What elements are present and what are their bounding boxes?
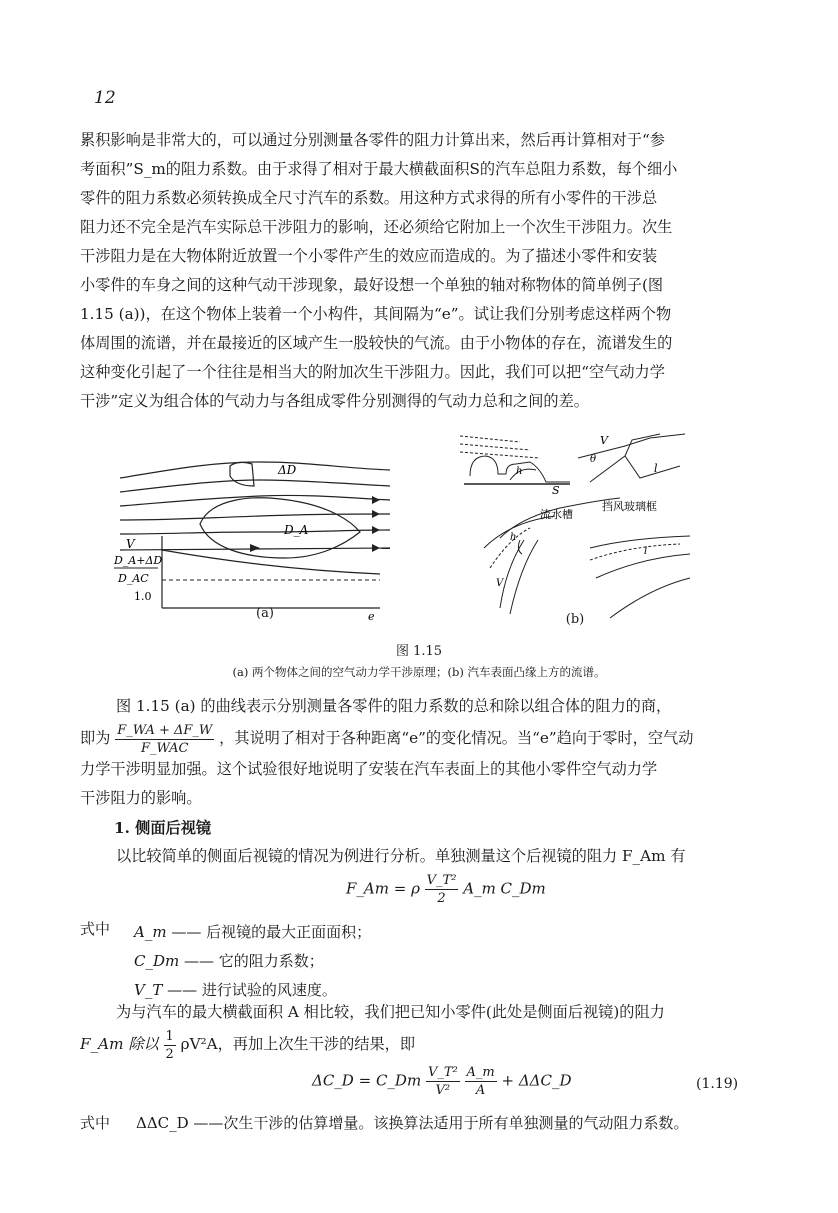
- text-line: 图 1.15 (a) 的曲线表示分别测量各零件的阻力系数的总和除以组合体的阻力的商，: [116, 697, 672, 715]
- figure-b-diagram: [450, 428, 700, 624]
- fraction-numerator: F_WA + ΔF_W: [117, 722, 213, 738]
- paragraph-mirror: [80, 842, 752, 871]
- label-ylabel-num: D_A+ΔD: [114, 554, 163, 567]
- fraction-numerator: A_m: [466, 1065, 495, 1080]
- fraction-denominator: 2: [165, 1046, 174, 1061]
- label-vb: V: [600, 434, 608, 447]
- fraction-half: [164, 1028, 176, 1062]
- paragraph-conversion: [80, 998, 752, 1061]
- page-number: 12: [94, 88, 116, 108]
- fraction: [426, 1064, 460, 1099]
- text-line: 体周围的流谱，并在最接近的区域产生一股较快的气流。由于小物体的存在，流谱发生的: [80, 334, 673, 352]
- equation-tag: (1.19): [696, 1076, 739, 1092]
- fraction-denominator: F_WAC: [140, 740, 189, 755]
- label-e: e: [368, 610, 375, 623]
- eq-lhs: ΔC_D = C_Dm: [312, 1071, 422, 1090]
- label-theta: θ: [590, 454, 597, 465]
- def-desc: —— 后视镜的最大正面面积；: [171, 923, 372, 941]
- label-delta-d: ΔD: [278, 463, 297, 477]
- definition-item: [134, 947, 371, 976]
- def-symbol: A_m: [134, 923, 167, 941]
- eq-lhs: F_Am = ρ: [346, 879, 420, 898]
- label-da: D_A: [284, 523, 309, 537]
- label-ylabel-den: D_AC: [118, 572, 149, 585]
- text-line: 累积影响是非常大的，可以通过分别测量各零件的阻力计算出来，然后再计算相对于“参: [80, 131, 665, 149]
- text-line-with-fraction: [80, 721, 752, 755]
- label-v: V: [126, 537, 135, 551]
- text-line: 小零件的车身之间的这种气动干涉现象，最好设想一个单独的轴对称物体的简单例子(图: [80, 276, 664, 294]
- figure-a-label: (a): [256, 606, 274, 621]
- label-vc: V: [496, 578, 504, 589]
- paragraph-intro: [80, 126, 752, 416]
- text-line: 考面积”S_m的阻力系数。由于求得了相对于最大横截面积S的汽车总阻力系数，每个细小: [80, 160, 678, 178]
- figure-a-diagram: [110, 440, 400, 630]
- equation-mirror-drag: [346, 872, 546, 907]
- paragraph-figure-explain: [80, 692, 752, 813]
- fraction: [115, 722, 214, 756]
- label-one: 1.0: [134, 590, 152, 603]
- fraction: [465, 1064, 497, 1099]
- text-fragment: ，其说明了相对于各种距离“e”的变化情况。当“e”趋向于零时，空气动: [219, 729, 694, 747]
- text-line: 阻力还不完全是汽车实际总干涉阻力的影响，还必须给它附加上一个次生干涉阻力。次生: [80, 218, 673, 236]
- text-line: 以比较简单的侧面后视镜的情况为例进行分析。单独测量这个后视镜的阻力 F_Am 有: [116, 847, 686, 865]
- text-line: 1.15 (a))，在这个物体上装着一个小构件，其间隔为“e”。试让我们分别考虑这样两个物: [80, 305, 672, 323]
- text-fragment: F_Am 除以: [80, 1035, 159, 1053]
- figure-caption: (a) 两个物体之间的空气动力学干涉原理；(b) 汽车表面凸缘上方的流谱。: [232, 665, 606, 679]
- text-fragment: 即为: [80, 729, 111, 747]
- label-windshield: 挡风玻璃框: [602, 500, 657, 513]
- text-line: 干涉”定义为组合体的气动力与各组成零件分别测得的气动力总和之间的差。: [80, 392, 589, 410]
- eq-rhs: + ΔΔC_D: [501, 1071, 572, 1090]
- text-line-with-fraction: [80, 1027, 752, 1061]
- def-symbol: C_Dm: [134, 952, 180, 970]
- figure-number: 图 1.15: [395, 644, 443, 659]
- definition-list: [134, 918, 371, 1005]
- text-line: 这种变化引起了一个往往是相当大的附加次生干涉阻力。因此，我们可以把“空气动力学: [80, 363, 665, 381]
- final-definition-text: ΔΔC_D ——次生干涉的估算增量。该换算法适用于所有单独测量的气动阻力系数。: [136, 1114, 689, 1132]
- fraction-numerator: 1: [165, 1028, 174, 1044]
- eq-rhs: A_m C_Dm: [463, 879, 546, 898]
- label-s: S: [552, 484, 560, 497]
- equation-1-19: [312, 1064, 572, 1099]
- text-line: 为与汽车的最大横截面积 A 相比较，我们把已知小零件(此处是侧面后视镜)的阻力: [116, 1003, 665, 1021]
- def-desc: —— 它的阻力系数；: [184, 952, 324, 970]
- figure-b-label: (b): [565, 612, 585, 627]
- text-line: 干涉阻力是在大物体附近放置一个小零件产生的效应而造成的。为了描述小零件和安装: [80, 247, 658, 265]
- definition-prefix: 式中: [80, 920, 111, 938]
- text-fragment: ρV²A，再加上次生干涉的结果，即: [180, 1035, 416, 1053]
- label-l: l: [654, 462, 658, 475]
- text-line: 干涉阻力的影响。: [80, 789, 202, 807]
- text-line: 力学干涉明显加强。这个试验很好地说明了安装在汽车表面上的其他小零件空气动力学: [80, 760, 658, 778]
- def-desc: —— 进行试验的风速度。: [167, 981, 337, 999]
- fraction-numerator: V_T²: [426, 873, 457, 888]
- label-hb: h: [510, 532, 517, 543]
- fraction-numerator: V_T²: [427, 1065, 458, 1080]
- label-gutter: 流水槽: [540, 508, 573, 521]
- text-line: 零件的阻力系数必须转换成全尺寸汽车的系数。用这种方式求得的所有小零件的干涉总: [80, 189, 658, 207]
- label-lb: l: [644, 546, 648, 557]
- fraction-denominator: V²: [435, 1083, 451, 1098]
- label-h: h: [516, 466, 523, 477]
- def-symbol: V_T: [134, 981, 163, 999]
- fraction-denominator: A: [475, 1083, 486, 1098]
- fraction: [425, 872, 459, 907]
- definition-item: [134, 918, 371, 947]
- final-definition-prefix: 式中: [80, 1114, 111, 1132]
- fraction-denominator: 2: [437, 891, 446, 906]
- section-title: 1. 侧面后视镜: [114, 819, 212, 837]
